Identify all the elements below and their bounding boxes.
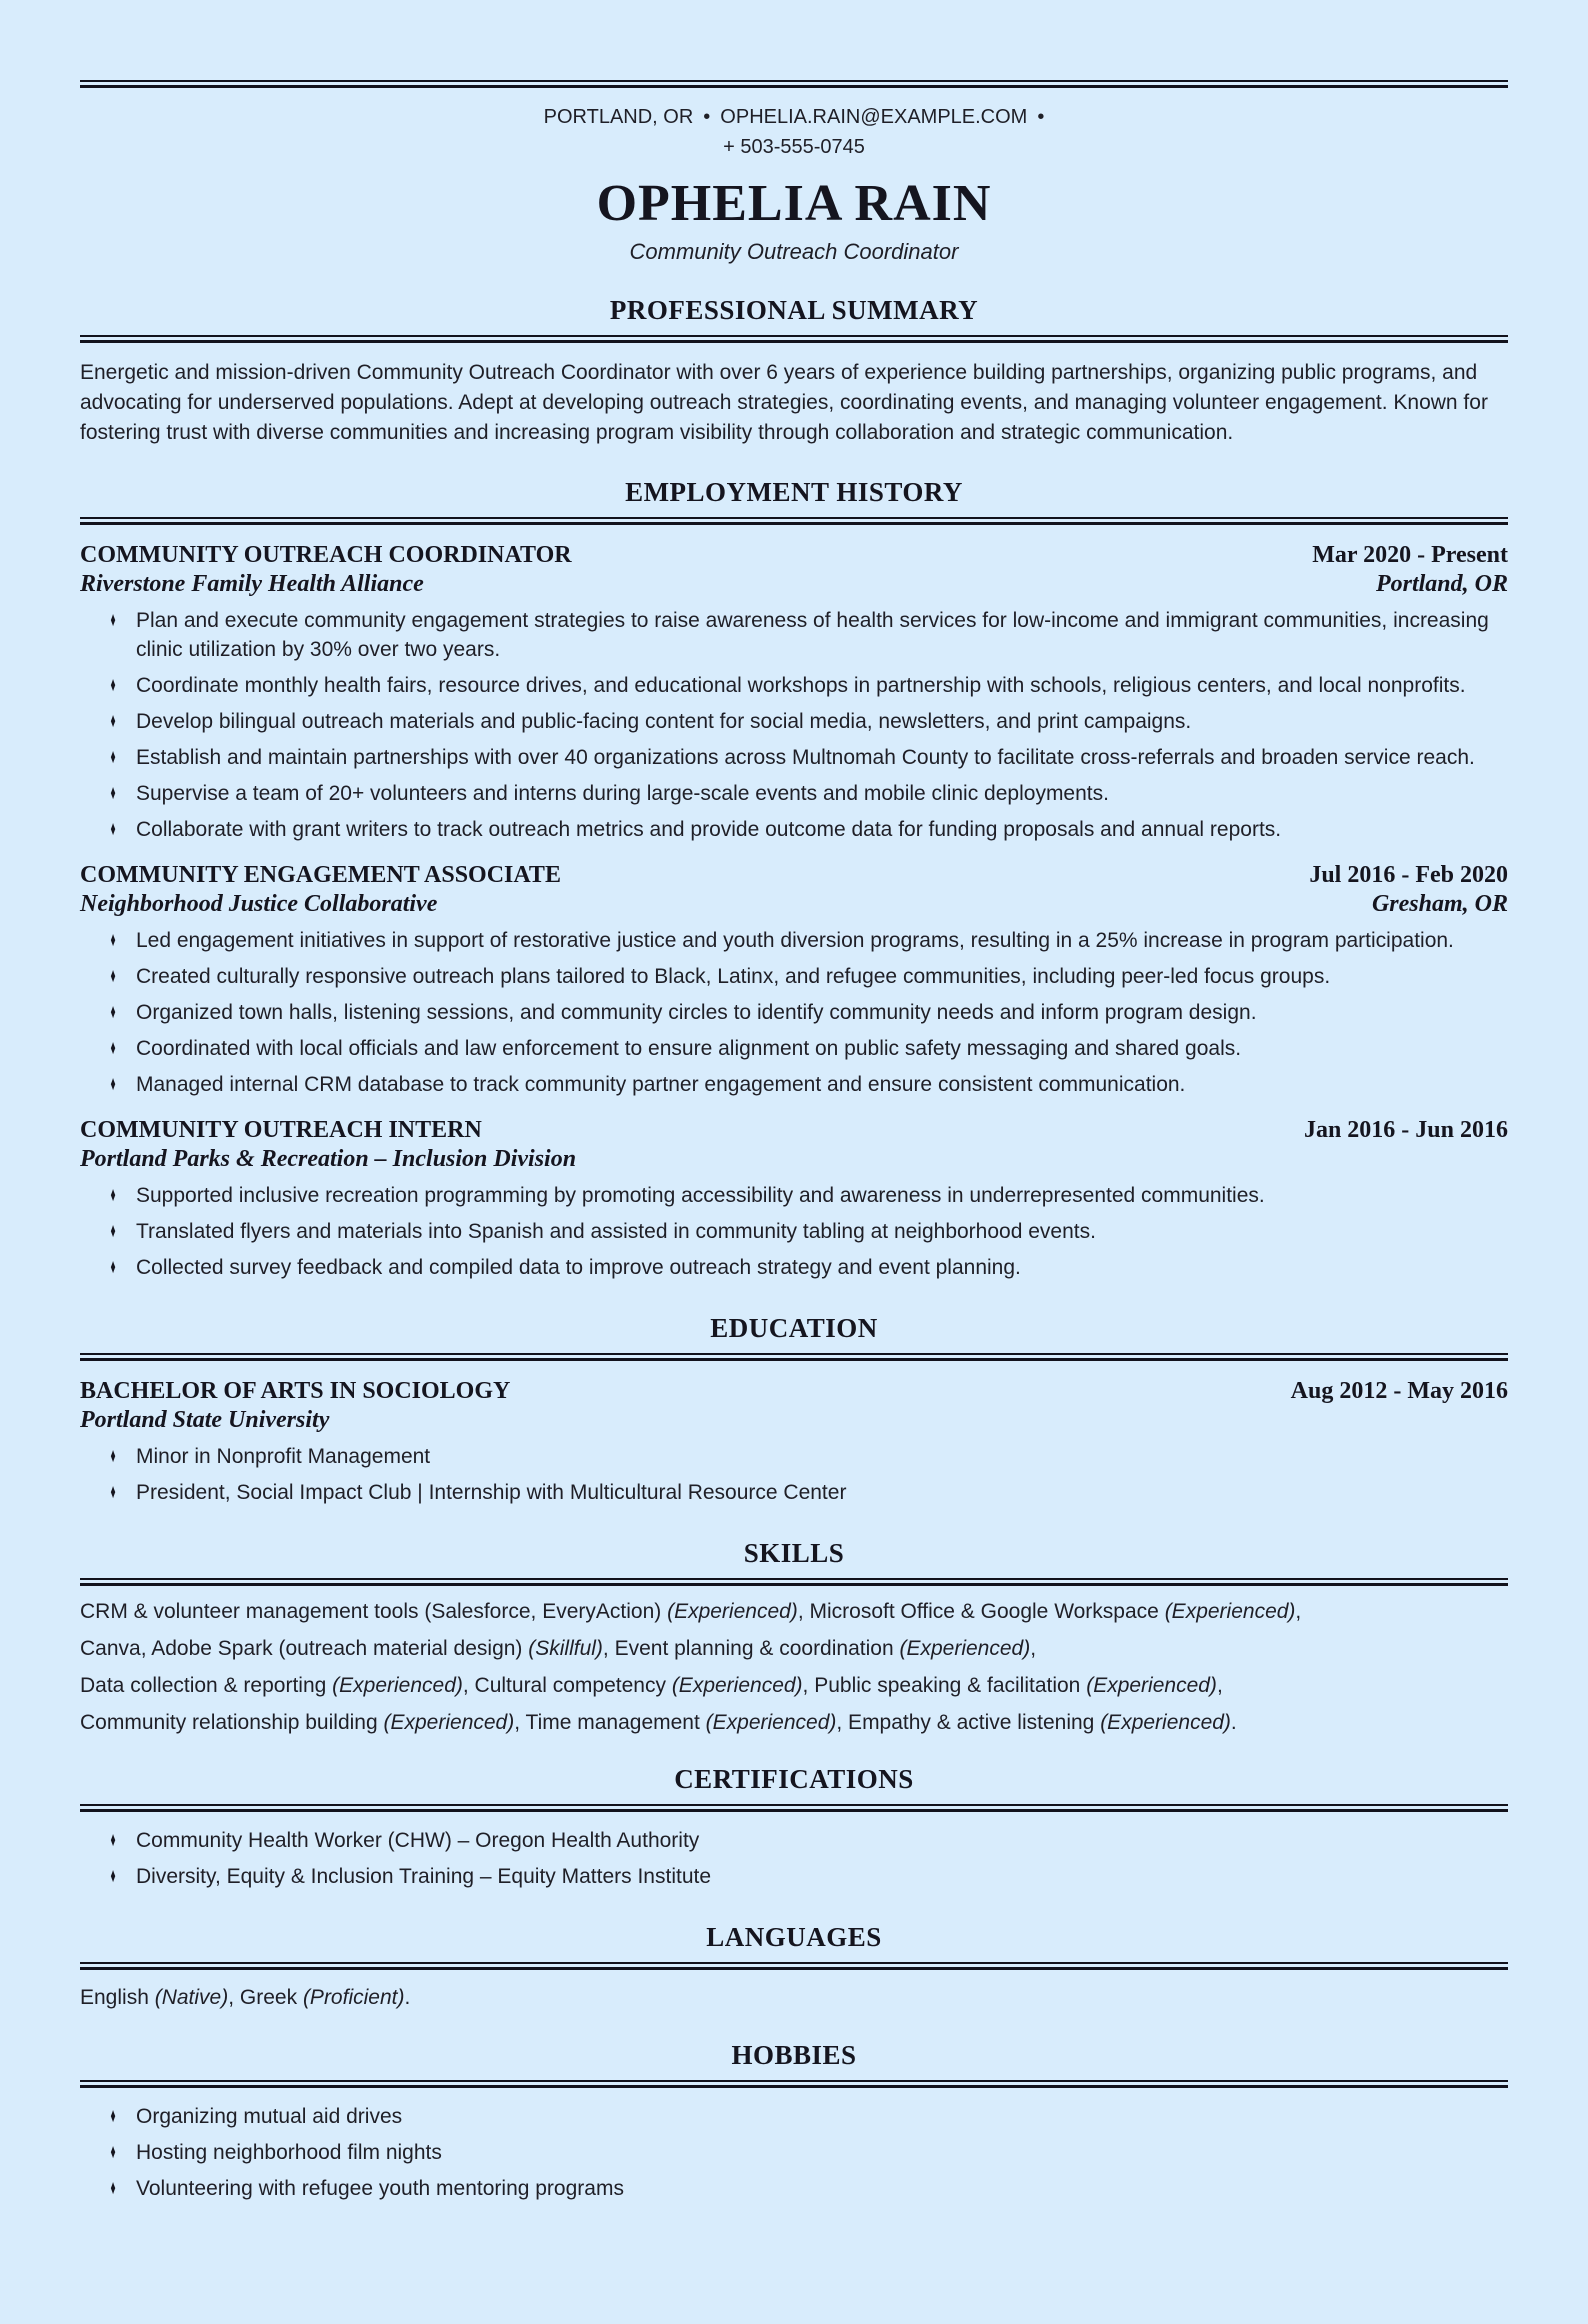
languages-text — [80, 1986, 1508, 2010]
job-subtitle-row — [80, 891, 1508, 918]
section-divider — [80, 335, 1508, 343]
skills-heading: SKILLS — [743, 1537, 845, 1568]
language-segment: . — [404, 1986, 411, 2010]
language-segment: (Native) — [154, 1986, 229, 2010]
job-title: COMMUNITY ENGAGEMENT ASSOCIATE — [80, 862, 561, 889]
job-entry — [80, 1117, 1508, 1283]
resume-page — [80, 80, 1508, 2204]
skills-list — [80, 1600, 1508, 1734]
contact-info — [80, 102, 1508, 162]
hobbies-heading: HOBBIES — [731, 2040, 857, 2071]
job-entry — [80, 542, 1508, 845]
bullet-item: ♦ Collected survey feedback and compiled data to improve outreach strategy and event planning. — [80, 1254, 1508, 1283]
summary-text: Energetic and mission-driven Community Outreach Coordinator with over 6 years of experience building partnerships, organizing public programs, and advocating for underserved populations. Adept at developing outreach strategies, coordinating events, and managing volunteer engagement. Known for fostering trust with diverse communities and increasing program visibility through collaboration and strategic communication. — [80, 361, 1488, 444]
skills-line: Canva, Adobe Spark (outreach material design) (Skillful), Event planning & coordination (Experienced), — [80, 1637, 1037, 1660]
education-heading: EDUCATION — [710, 1312, 878, 1343]
skills-line: Community relationship building (Experienced), Time management (Experienced), Empathy & active listening (Experienced). — [80, 1711, 1237, 1735]
bullet-item: ♦ Organized town halls, listening sessions, and community circles to identify community needs and inform program design. — [80, 999, 1508, 1028]
bullet-item: ♦ President, Social Impact Club | Internship with Multicultural Resource Center — [80, 1479, 1508, 1508]
summary-heading: PROFESSIONAL SUMMARY — [609, 295, 979, 325]
section-education — [80, 1313, 1508, 1508]
bullet-item: ♦ Supervise a team of 20+ volunteers and interns during large-scale events and mobile clinic deployments. — [80, 780, 1508, 809]
job-title-row — [80, 542, 1508, 569]
section-skills — [80, 1538, 1508, 1734]
hobbies-list — [80, 2103, 1508, 2204]
bullet-item: ♦ Plan and execute community engagement strategies to raise awareness of health services for low-income and immigrant communities, increasing clinic utilization by 30% over two years. — [80, 607, 1508, 665]
section-divider — [80, 1804, 1508, 1812]
job-bullet-list — [80, 607, 1508, 845]
candidate-job-title: Community Outreach Coordinator — [629, 239, 959, 264]
candidate-name: OPHELIA RAIN — [596, 175, 992, 232]
job-dates: Jul 2016 - Feb 2020 — [1309, 862, 1508, 889]
language-segment: , Greek — [228, 1986, 303, 2010]
bullet-item: ♦ Develop bilingual outreach materials and public-facing content for social media, newsletters, and print campaigns. — [80, 708, 1508, 737]
job-bullet-list — [80, 1182, 1508, 1283]
section-divider — [80, 1353, 1508, 1361]
job-title: COMMUNITY OUTREACH INTERN — [80, 1117, 482, 1144]
job-title-row — [80, 862, 1508, 889]
education-school: Portland State University — [80, 1406, 330, 1433]
job-company: Neighborhood Justice Collaborative — [80, 891, 438, 918]
job-subtitle-row — [80, 571, 1508, 598]
bullet-item: ♦ Hosting neighborhood film nights — [80, 2139, 1508, 2168]
education-degree: BACHELOR OF ARTS IN SOCIOLOGY — [80, 1377, 511, 1404]
job-title: COMMUNITY OUTREACH COORDINATOR — [80, 542, 572, 569]
top-divider — [80, 80, 1508, 88]
job-company: Riverstone Family Health Alliance — [80, 571, 424, 598]
section-employment-history — [80, 477, 1508, 1283]
language-segment: (Proficient) — [302, 1986, 405, 2010]
education-title-row — [80, 1378, 1508, 1405]
language-segment: English — [80, 1986, 155, 2010]
bullet-item: ♦ Created culturally responsive outreach plans tailored to Black, Latinx, and refugee communities, including peer-led focus groups. — [80, 963, 1508, 992]
bullet-item: ♦ Collaborate with grant writers to track outreach metrics and provide outcome data for funding proposals and annual reports. — [80, 816, 1508, 845]
section-certifications — [80, 1764, 1508, 1892]
skills-line: Data collection & reporting (Experienced), Cultural competency (Experienced), Public speaking & facilitation (Experienced), — [80, 1674, 1223, 1698]
bullet-item: ♦ Establish and maintain partnerships with over 40 organizations across Multnomah County to facilitate cross-referrals and broaden service reach. — [80, 744, 1508, 773]
employment-heading: EMPLOYMENT HISTORY — [625, 477, 963, 508]
job-dates: Mar 2020 - Present — [1312, 542, 1508, 569]
job-company: Portland Parks & Recreation – Inclusion Division — [80, 1146, 577, 1173]
bullet-item: ♦ Volunteering with refugee youth mentoring programs — [80, 2175, 1508, 2204]
bullet-item: ♦ Coordinated with local officials and law enforcement to ensure alignment on public safety messaging and shared goals. — [80, 1035, 1508, 1064]
certifications-heading: CERTIFICATIONS — [674, 1764, 914, 1795]
certifications-list — [80, 1827, 1508, 1892]
job-entry — [80, 862, 1508, 1100]
job-location: Gresham, OR — [1371, 891, 1508, 918]
section-professional-summary — [80, 295, 1508, 447]
job-subtitle-row — [80, 1146, 1508, 1173]
contact-line: PORTLAND, OR • OPHELIA.RAIN@EXAMPLE.COM • — [543, 106, 1045, 128]
bullet-item: ♦ Led engagement initiatives in support of restorative justice and youth diversion programs, resulting in a 25% increase in program participation. — [80, 927, 1508, 956]
section-divider — [80, 2080, 1508, 2088]
section-divider — [80, 1962, 1508, 1970]
bullet-item: ♦ Minor in Nonprofit Management — [80, 1443, 1508, 1472]
bullet-item: ♦ Community Health Worker (CHW) – Oregon Health Authority — [80, 1827, 1508, 1856]
job-title-row — [80, 1117, 1508, 1144]
bullet-item: ♦ Coordinate monthly health fairs, resource drives, and educational workshops in partnership with schools, religious centers, and local nonprofits. — [80, 672, 1508, 701]
education-bullet-list — [80, 1443, 1508, 1508]
bullet-item: ♦ Managed internal CRM database to track community partner engagement and ensure consistent communication. — [80, 1071, 1508, 1100]
section-divider — [80, 1578, 1508, 1586]
section-languages — [80, 1922, 1508, 2010]
bullet-item: ♦ Organizing mutual aid drives — [80, 2103, 1508, 2132]
job-location: Portland, OR — [1375, 571, 1508, 598]
contact-phone: + 503-555-0745 — [723, 136, 865, 158]
bullet-item: ♦ Diversity, Equity & Inclusion Training – Equity Matters Institute — [80, 1863, 1508, 1892]
bullet-item: ♦ Translated flyers and materials into Spanish and assisted in community tabling at neighborhood events. — [80, 1218, 1508, 1247]
resume-header — [80, 102, 1508, 265]
education-dates: Aug 2012 - May 2016 — [1290, 1377, 1508, 1404]
job-dates: Jan 2016 - Jun 2016 — [1303, 1117, 1508, 1144]
education-subtitle-row — [80, 1407, 1508, 1434]
skills-line: CRM & volunteer management tools (Salesforce, EveryAction) (Experienced), Microsoft Office & Google Workspace (Experienced), — [80, 1599, 1302, 1623]
job-bullet-list — [80, 927, 1508, 1100]
education-entry — [80, 1378, 1508, 1508]
section-hobbies — [80, 2040, 1508, 2204]
section-divider — [80, 517, 1508, 525]
bullet-item: ♦ Supported inclusive recreation programming by promoting accessibility and awareness in underrepresented communities. — [80, 1182, 1508, 1211]
languages-heading: LANGUAGES — [706, 1922, 882, 1953]
